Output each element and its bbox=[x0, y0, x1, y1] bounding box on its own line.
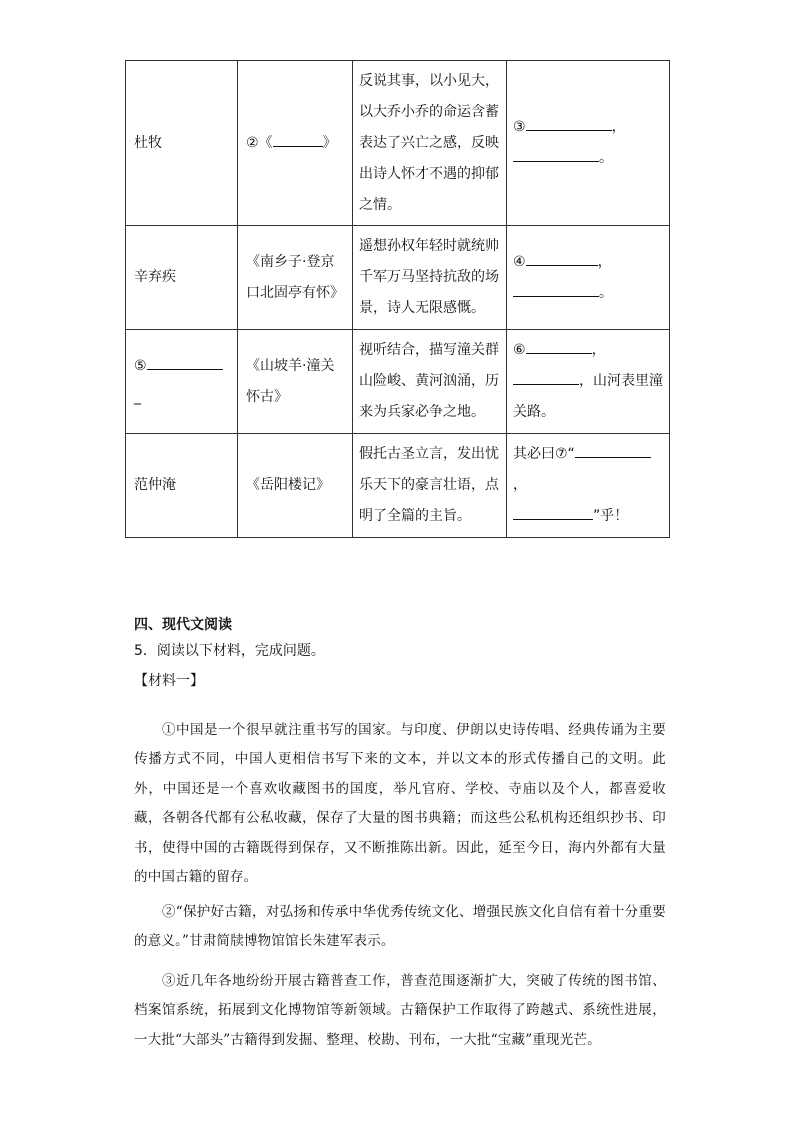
poet-cell: 辛弃疾 bbox=[126, 226, 238, 330]
description-cell: 视听结合，描写潼关群山险峻、黄河汹涌，历来为兵家必争之地。 bbox=[353, 330, 507, 434]
paragraph-1: ①中国是一个很早就注重书写的国家。与印度、伊朗以史诗传唱、经典传诵为主要传播方式不同，中国人更相信书写下来的文本，并以文本的形式传播自己的文明。此外，中国还是一个喜欢收藏图书的国度，举凡官府、学校、寺庙以及个人，都喜爱收藏，各朝各代都有公私收藏，保存了大量的图书典籍；而这些公私机构还组织抄书、印书，使得中国的古籍既得到保存，又不断推陈出新。因此，延至今日，海内外都有大量的中国古籍的留存。 bbox=[134, 721, 666, 885]
title-cell: 《山坡羊·潼关怀古》 bbox=[238, 330, 353, 434]
fill-blank[interactable] bbox=[526, 112, 612, 131]
description-cell: 遥想孙权年轻时就统帅千军万马坚持抗敌的场景，诗人无限感慨。 bbox=[353, 226, 507, 330]
fill-blank[interactable] bbox=[513, 366, 579, 385]
answer-cell: ③ ， 。 bbox=[507, 61, 670, 226]
paragraph-3: ③近几年各地纷纷开展古籍普查工作，普查范围逐渐扩大，突破了传统的图书馆、档案馆系统，拓展到文化博物馆等新领域。古籍保护工作取得了跨越式、系统性进展，一大批“大部头”古籍得到发掘、整理、校勘、刊布，一大批“宝藏”重现光芒。 bbox=[134, 972, 666, 1048]
table-row bbox=[126, 330, 670, 434]
paragraph-2: ②“保护好古籍，对弘扬和传承中华优秀传统文化、增强民族文化自信有着十分重要的意义。”甘肃简牍博物馆馆长朱建军表示。 bbox=[134, 903, 666, 949]
table-row bbox=[126, 434, 670, 538]
fill-blank[interactable] bbox=[513, 501, 593, 520]
fill-blank[interactable] bbox=[526, 247, 598, 266]
title-cell: 《岳阳楼记》 bbox=[238, 434, 353, 538]
title-cell: ②《 》 bbox=[238, 61, 353, 226]
question-stem: 5．阅读以下材料，完成问题。 bbox=[134, 643, 325, 659]
fill-blank[interactable] bbox=[273, 128, 323, 147]
table-row bbox=[126, 61, 670, 226]
fill-blank[interactable] bbox=[513, 143, 599, 162]
fill-blank[interactable] bbox=[513, 278, 599, 297]
answer-cell: 其必曰⑦“， ”乎！ bbox=[507, 434, 670, 538]
material-label: 【材料一】 bbox=[134, 673, 204, 689]
fill-blank[interactable] bbox=[575, 439, 651, 458]
poet-cell: 杜牧 bbox=[126, 61, 238, 226]
title-cell: 《南乡子·登京口北固亭有怀》 bbox=[238, 226, 353, 330]
table-row bbox=[126, 226, 670, 330]
poet-cell: ⑤ _ bbox=[126, 330, 238, 434]
description-cell: 反说其事，以小见大，以大乔小乔的命运含蓄表达了兴亡之感，反映出诗人怀才不遇的抑郁之情。 bbox=[353, 61, 507, 226]
fill-blank[interactable] bbox=[147, 351, 223, 370]
fill-blank[interactable] bbox=[526, 335, 592, 354]
answer-cell: ④ ， 。 bbox=[507, 226, 670, 330]
poetry-table bbox=[125, 60, 670, 538]
description-cell: 假托古圣立言，发出忧乐天下的豪言壮语，点明了全篇的主旨。 bbox=[353, 434, 507, 538]
poet-cell: 范仲淹 bbox=[126, 434, 238, 538]
answer-cell: ⑥ ， ，山河表里潼关路。 bbox=[507, 330, 670, 434]
section-heading: 四、现代文阅读 bbox=[134, 617, 232, 633]
